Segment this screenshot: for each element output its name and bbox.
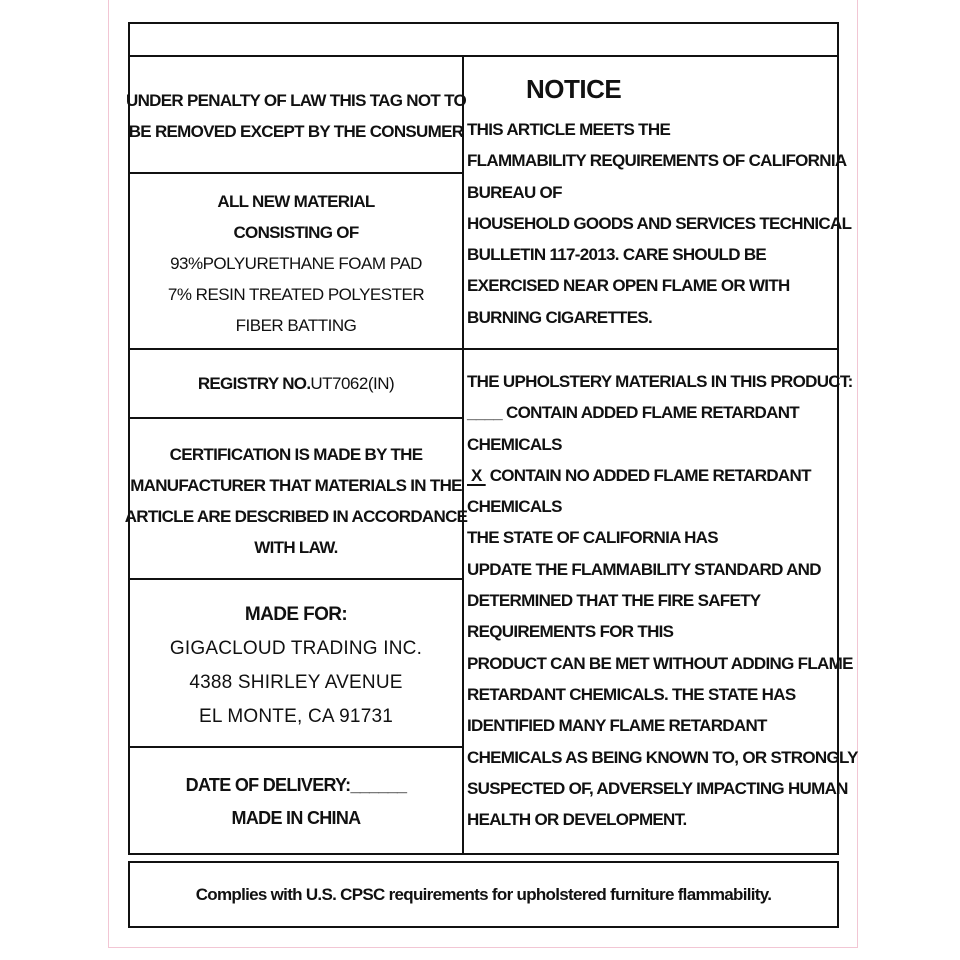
upholstery-body <box>467 366 858 835</box>
material-cell <box>130 174 462 348</box>
tag-warning-line-2: BE REMOVED EXCEPT BY THE CONSUMER <box>128 121 464 141</box>
upholstery-intro: THE UPHOLSTERY MATERIALS IN THIS PRODUCT: <box>467 372 853 391</box>
certification-line-2: MANUFACTURER THAT MATERIALS IN THE <box>130 475 462 495</box>
notice-line: HOUSEHOLD GOODS AND SERVICES TECHNICAL <box>467 213 852 233</box>
notice-line: EXERCISED NEAR OPEN FLAME OR WITH <box>467 276 790 296</box>
option-no-added-cont: CHEMICALS <box>467 497 562 517</box>
certification-line-3: ARTICLE ARE DESCRIBED IN ACCORDANCE <box>124 506 468 526</box>
notice-line: BUREAU OF <box>467 182 562 202</box>
made-for-city: EL MONTE, CA 91731 <box>198 706 394 727</box>
made-for-cell <box>130 580 462 746</box>
option-added-mark: ____ <box>467 403 503 423</box>
material-content-2: 7% RESIN TREATED POLYESTER <box>167 284 425 304</box>
option-no-added-retardant <box>467 460 858 491</box>
notice-line: FLAMMABILITY REQUIREMENTS OF CALIFORNIA <box>467 151 847 171</box>
option-added-cont: CHEMICALS <box>467 434 562 454</box>
tag-warning-line-1: UNDER PENALTY OF LAW THIS TAG NOT TO <box>126 90 466 110</box>
made-in-label: MADE IN CHINA <box>231 807 361 828</box>
notice-line: BULLETIN 117-2013. CARE SHOULD BE <box>467 245 767 265</box>
statement-line: THE STATE OF CALIFORNIA HAS <box>467 528 718 548</box>
statement-line: RETARDANT CHEMICALS. THE STATE HAS <box>467 684 796 704</box>
option-added-retardant <box>467 397 858 428</box>
statement-line: CHEMICALS AS BEING KNOWN TO, OR STRONGLY <box>467 747 858 767</box>
registry-label: REGISTRY NO. <box>197 374 311 393</box>
statement-line: HEALTH OR DEVELOPMENT. <box>467 810 687 830</box>
statement-line: PRODUCT CAN BE MET WITHOUT ADDING FLAME <box>467 653 853 673</box>
material-content-1: 93%POLYURETHANE FOAM PAD <box>170 253 422 273</box>
right-divider-1 <box>462 348 839 350</box>
statement-line: DETERMINED THAT THE FIRE SAFETY <box>467 591 761 611</box>
certification-cell <box>124 419 468 578</box>
notice-line: THIS ARTICLE MEETS THE <box>467 120 671 139</box>
column-divider <box>462 55 464 855</box>
material-content-3: FIBER BATTING <box>235 315 357 335</box>
option-no-added-text: CONTAIN NO ADDED FLAME RETARDANT <box>485 465 811 485</box>
statement-line: IDENTIFIED MANY FLAME RETARDANT <box>467 716 767 736</box>
tag-warning-cell <box>126 57 466 172</box>
made-for-street: 4388 SHIRLEY AVENUE <box>189 672 403 693</box>
option-added-text: CONTAIN ADDED FLAME RETARDANT <box>502 403 799 423</box>
certification-line-4: WITH LAW. <box>254 537 338 557</box>
registry-cell <box>130 350 462 417</box>
delivery-cell <box>130 748 462 853</box>
footer-compliance-text: Complies with U.S. CPSC requirements for upholstered furniture flammability. <box>195 884 772 904</box>
statement-line: REQUIREMENTS FOR THIS <box>467 622 674 642</box>
notice-line: BURNING CIGARETTES. <box>467 307 653 327</box>
material-line-1: ALL NEW MATERIAL <box>217 191 375 211</box>
made-for-heading: MADE FOR: <box>244 604 348 625</box>
notice-body <box>467 114 851 333</box>
delivery-date-label: DATE OF DELIVERY:______ <box>185 774 407 795</box>
statement-line: SUSPECTED OF, ADVERSELY IMPACTING HUMAN <box>467 778 848 798</box>
made-for-company: GIGACLOUD TRADING INC. <box>169 638 423 659</box>
statement-line: UPDATE THE FLAMMABILITY STANDARD AND <box>467 559 821 579</box>
registry-number: UT7062(IN) <box>310 374 395 393</box>
footer-compliance-box <box>128 861 839 928</box>
option-no-added-mark: X <box>467 465 486 485</box>
certification-line-1: CERTIFICATION IS MADE BY THE <box>169 444 423 464</box>
notice-title: NOTICE <box>526 74 622 104</box>
material-line-2: CONSISTING OF <box>233 222 359 242</box>
